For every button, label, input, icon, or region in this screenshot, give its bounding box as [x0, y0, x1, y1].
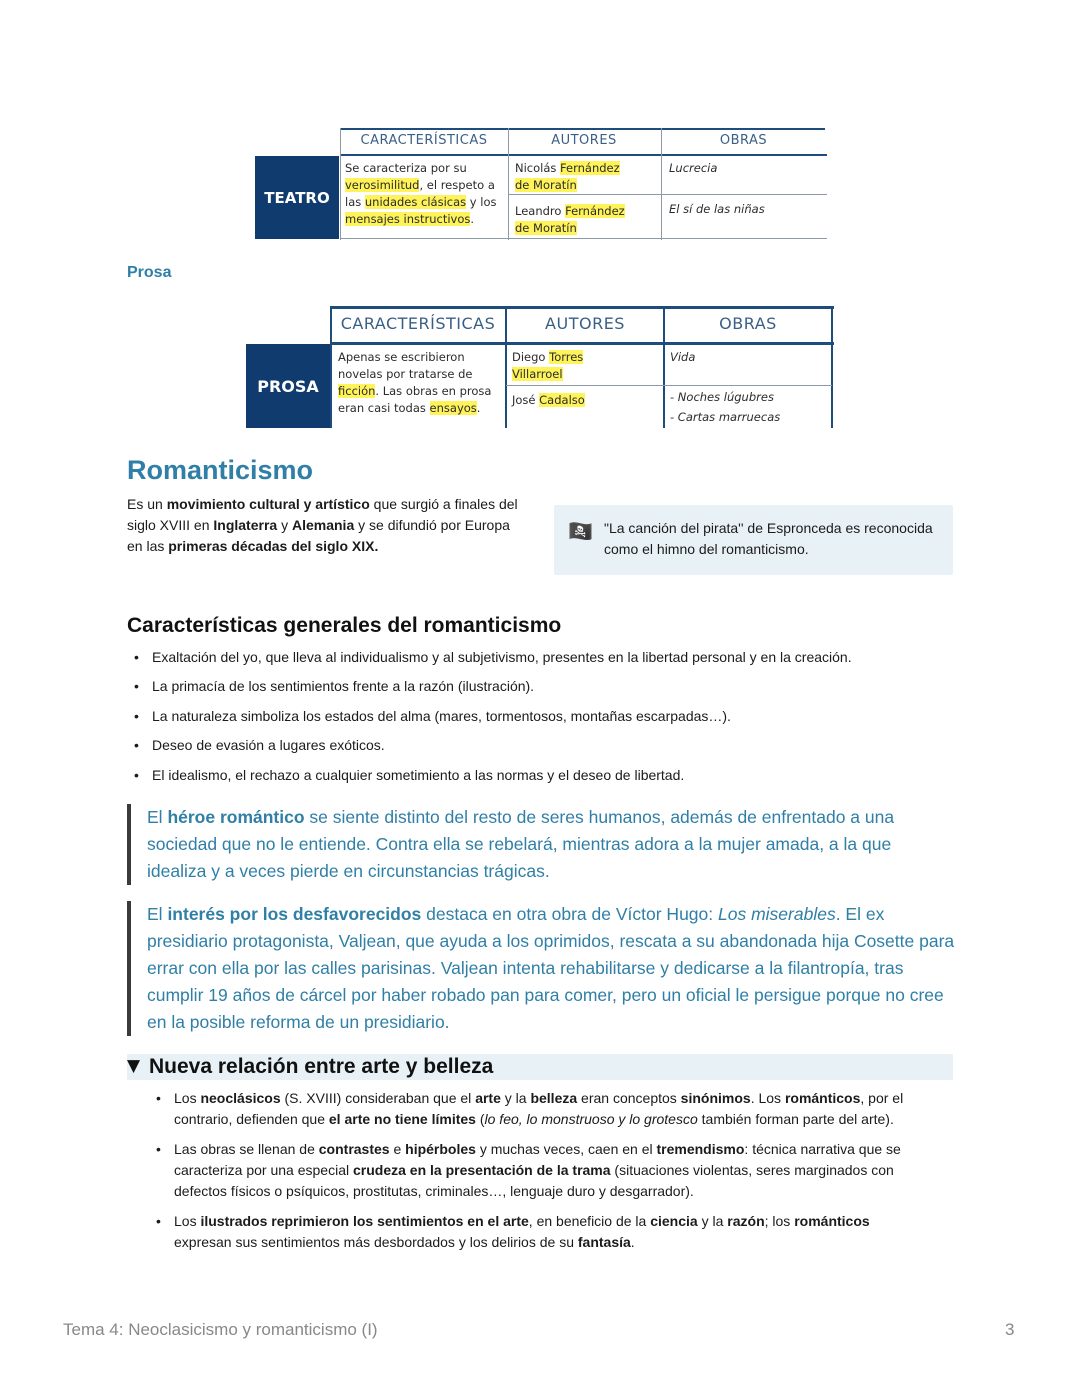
- caracteristicas-title: Características generales del romanticismo: [127, 614, 562, 637]
- teatro-obra-1: Lucrecia: [669, 161, 718, 175]
- list-item: • Los neoclásicos (S. XVIII) consideraban que el arte y la belleza eran conceptos sinónimos. Los románticos, por el contrario, defienden que el arte no tiene límites (lo feo, lo monstruoso y lo grotesco también forman parte del arte).: [150, 1088, 920, 1130]
- desfavorecidos-quote: El interés por los desfavorecidos destaca en otra obra de Víctor Hugo: Los miserables. El ex presidiario protagonista, Valjean, que ayuda a los oprimidos, rescata a su abandonada hija Cosette para errar con ella por las calles parisinas. Valjean intenta rehabilitarse y dedicarse a la filantropía, tras cumplir 19 años de cárcel por haber robado pan para comer, pero un oficial le persigue porque no cree en la posible reforma de un presidiario.: [127, 901, 955, 1036]
- prosa-header-autores: AUTORES: [545, 314, 625, 333]
- list-item: • Los ilustrados reprimieron los sentimientos en el arte, en beneficio de la ciencia y la razón; los románticos expresan sus sentimientos más desbordados y los delirios de su fantasía.: [150, 1211, 920, 1253]
- prosa-header-caracteristicas: CARACTERÍSTICAS: [340, 314, 496, 333]
- teatro-header-obras: OBRAS: [719, 133, 768, 148]
- romanticismo-title: Romanticismo: [127, 455, 314, 485]
- prosa-table: [246, 306, 834, 428]
- list-item: • El idealismo, el rechazo a cualquier sometimiento a las normas y el deseo de libertad.: [128, 765, 958, 785]
- list-item: • Exaltación del yo, que lleva al individualismo y al subjetivismo, presentes en la libertad personal y en la creación.: [128, 647, 958, 667]
- prosa-obra-2a: - Noches lúgubres: [670, 390, 774, 404]
- nueva-relacion-list: [150, 1088, 920, 1253]
- prosa-obra-1: Vida: [670, 350, 696, 364]
- nueva-relacion-toggle[interactable]: [127, 1054, 953, 1080]
- triangle-down-icon[interactable]: ▼: [127, 1056, 141, 1076]
- pirate-flag-icon: 🏴‍☠️: [568, 519, 593, 543]
- callout-text: "La canción del pirata'' de Espronceda es reconocida como el himno del romanticismo.: [604, 520, 933, 557]
- teatro-side-label: TEATRO: [255, 156, 339, 239]
- heroe-romantico-quote: El héroe romántico se siente distinto del resto de seres humanos, además de enfrentado a una sociedad que no le entiende. Contra ella se rebelará, mientras adora a la mujer amada, a la que idealiza y a veces pierde en circunstancias trágicas.: [127, 804, 955, 885]
- teatro-table: [255, 128, 827, 240]
- list-item: • La primacía de los sentimientos frente a la razón (ilustración).: [128, 676, 958, 696]
- teatro-header-autores: AUTORES: [551, 133, 617, 148]
- list-item: • Las obras se llenan de contrastes e hipérboles y muchas veces, caen en el tremendismo: técnica narrativa que se caracteriza por una especial crudeza en la presentación de la trama (situaciones violentas, seres marginados con defectos físicos o psíquicos, prostitutas, criminales…, lenguaje duro y desgarrador).: [150, 1139, 920, 1202]
- page-number: 3: [1005, 1320, 1015, 1339]
- pirata-callout: [554, 505, 953, 575]
- list-item: • La naturaleza simboliza los estados del alma (mares, tormentosos, montañas escarpadas…).: [128, 706, 958, 726]
- prosa-obra-2b: - Cartas marruecas: [670, 410, 781, 424]
- nueva-relacion-title: Nueva relación entre arte y belleza: [149, 1055, 494, 1078]
- prosa-side-label: PROSA: [246, 344, 330, 428]
- teatro-autor-2: Leandro Fernández de Moratín: [515, 204, 625, 235]
- prosa-header-obras: OBRAS: [719, 314, 777, 333]
- prosa-caracteristicas: Apenas se escribieron novelas por tratarse de ficción. Las obras en prosa eran casi todas ensayos.: [338, 350, 492, 415]
- prosa-autor-1: Diego Torres Villarroel: [512, 350, 584, 381]
- prosa-heading: Prosa: [127, 264, 172, 281]
- caracteristicas-list: [128, 647, 958, 785]
- romanticismo-intro: Es un movimiento cultural y artístico que surgió a finales del siglo XVIII en Inglaterra y Alemania y se difundió por Europa en las primeras décadas del siglo XIX.: [127, 496, 518, 554]
- prosa-autor-2: José Cadalso: [512, 393, 585, 407]
- teatro-caracteristicas: Se caracteriza por su verosimilitud, el respeto a las unidades clásicas y los mensajes instructivos.: [345, 161, 497, 226]
- footer-title: Tema 4: Neoclasicismo y romanticismo (I): [63, 1320, 378, 1339]
- teatro-obra-2: El sí de las niñas: [669, 202, 765, 216]
- teatro-header-caracteristicas: CARACTERÍSTICAS: [360, 133, 488, 148]
- teatro-autor-1: Nicolás Fernández de Moratín: [515, 161, 620, 192]
- list-item: • Deseo de evasión a lugares exóticos.: [128, 735, 958, 755]
